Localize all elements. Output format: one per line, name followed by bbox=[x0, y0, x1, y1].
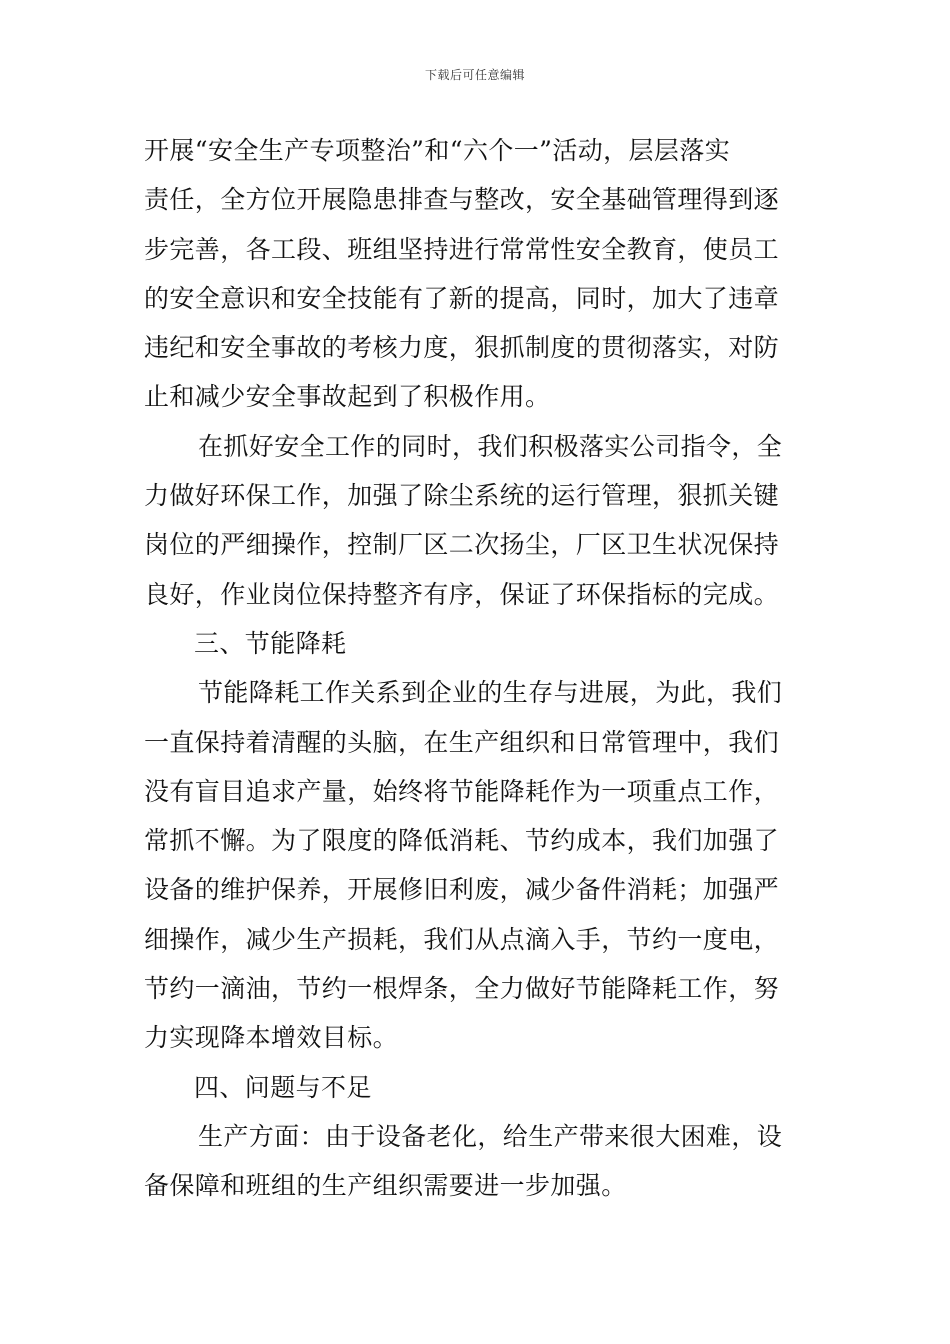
paragraph-start-line: 在抓好安全工作的同时，我们积极落实公司指令，全 bbox=[198, 431, 783, 461]
text-line: 细操作，减少生产损耗，我们从点滴入手，节约一度电， bbox=[144, 924, 780, 954]
text-line: 设备的维护保养，开展修旧利废，减少备件消耗；加强严 bbox=[144, 875, 780, 905]
text-line: 岗位的严细操作，控制厂区二次扬尘，厂区卫生状况保持 bbox=[144, 530, 780, 560]
text-line: 常抓不懈。为了限度的降低消耗、节约成本，我们加强了 bbox=[144, 826, 780, 856]
paragraph-start-line: 生产方面：由于设备老化，给生产带来很大困难，设 bbox=[198, 1121, 783, 1151]
text-line: 备保障和班组的生产组织需要进一步加强。 bbox=[144, 1171, 627, 1201]
text-line: 力做好环保工作，加强了除尘系统的运行管理，狠抓关键 bbox=[144, 481, 780, 511]
text-line: 节约一滴油，节约一根焊条，全力做好节能降耗工作，努 bbox=[144, 974, 780, 1004]
page-header: 下载后可任意编辑 bbox=[424, 68, 525, 82]
section-heading: 四、问题与不足 bbox=[194, 1072, 372, 1102]
text-line: 一直保持着清醒的头脑，在生产组织和日常管理中，我们 bbox=[144, 727, 780, 757]
text-line: 开展“安全生产专项整治”和“六个一”活动，层层落实 bbox=[144, 136, 731, 165]
section-heading: 三、节能降耗 bbox=[194, 628, 347, 658]
paragraph-start-line: 节能降耗工作关系到企业的生存与进展，为此，我们 bbox=[198, 678, 783, 708]
body-text bbox=[144, 126, 809, 1211]
text-line: 止和减少安全事故起到了积极作用。 bbox=[144, 382, 551, 412]
text-line: 力实现降本增效目标。 bbox=[144, 1023, 399, 1053]
text-line: 没有盲目追求产量，始终将节能降耗作为一项重点工作， bbox=[144, 776, 780, 806]
text-line: 步完善，各工段、班组坚持进行常常性安全教育，使员工 bbox=[144, 234, 780, 264]
text-line: 良好，作业岗位保持整齐有序，保证了环保指标的完成。 bbox=[144, 579, 780, 609]
text-line: 违纪和安全事故的考核力度，狠抓制度的贯彻落实，对防 bbox=[144, 333, 780, 363]
text-line: 的安全意识和安全技能有了新的提高，同时，加大了违章 bbox=[144, 283, 780, 313]
text-line: 责任，全方位开展隐患排查与整改，安全基础管理得到逐 bbox=[144, 185, 780, 215]
